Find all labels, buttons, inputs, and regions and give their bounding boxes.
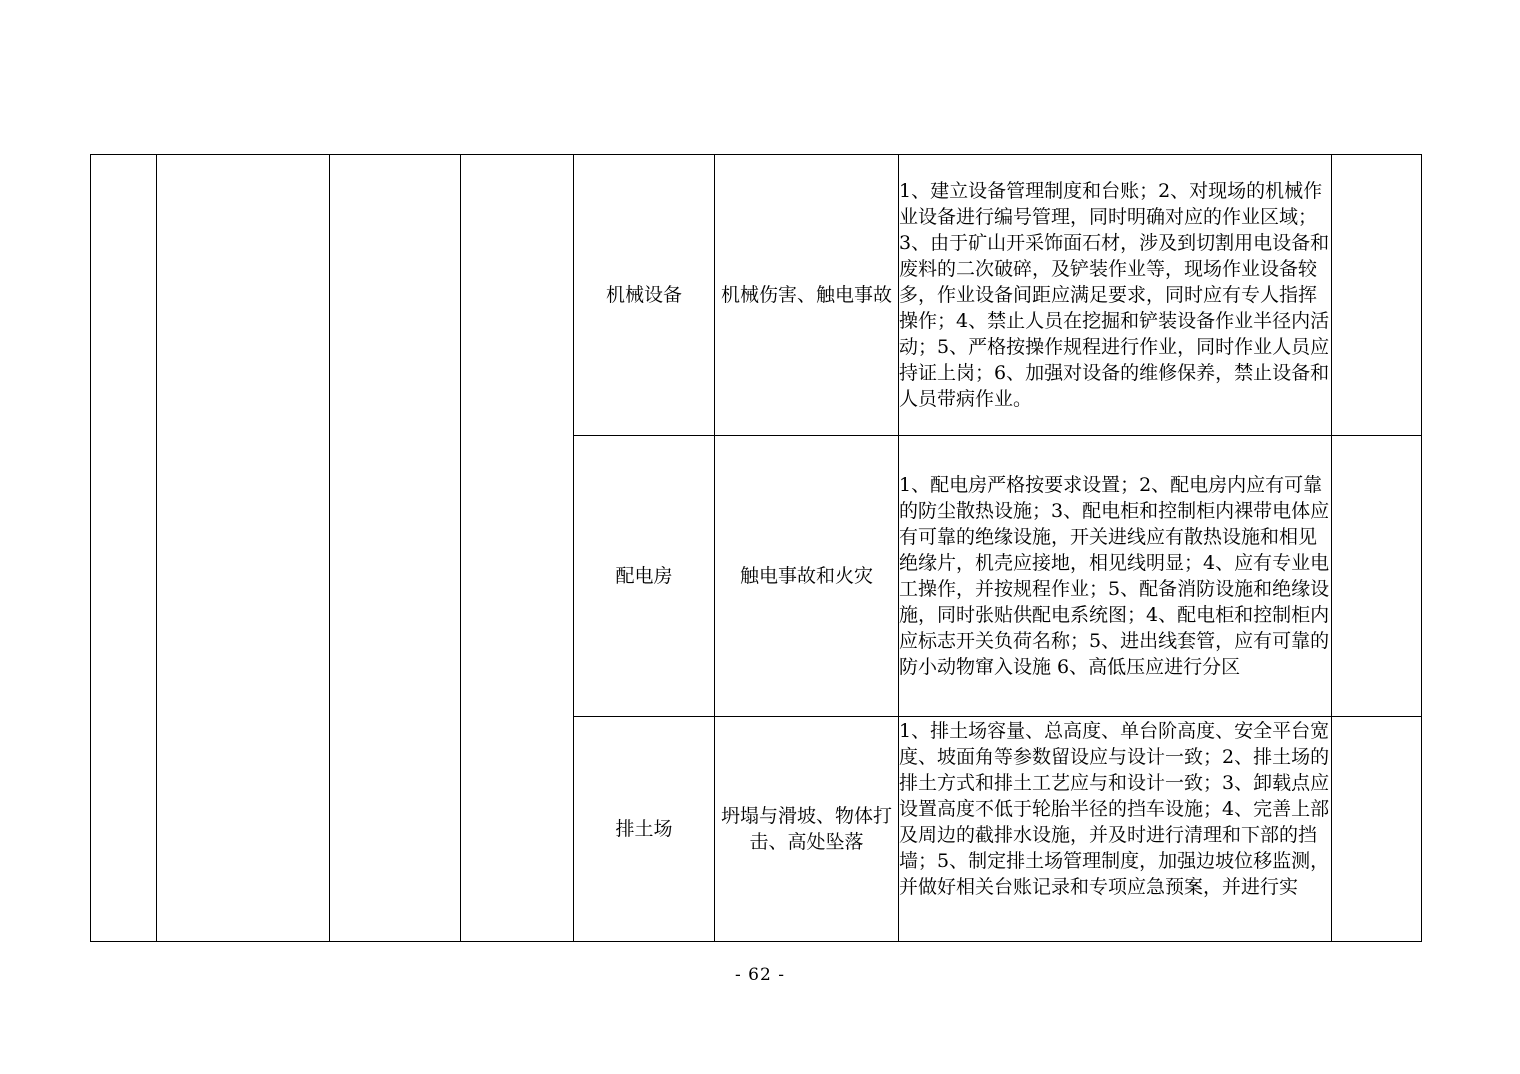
merged-cell-col3: [330, 155, 461, 942]
facility-cell: 配电房: [574, 436, 715, 717]
facility-cell: 机械设备: [574, 155, 715, 436]
measures-cell-wrapper: [899, 717, 1332, 942]
hazard-cell: 机械伤害、触电事故: [715, 155, 899, 436]
table-row: [91, 155, 1422, 436]
page-number: - 62 -: [735, 965, 785, 985]
measures-cell: 1、排土场容量、总高度、单台阶高度、安全平台宽度、坡面角等参数留设应与设计一致；2、排土场的排土方式和排土工艺应与和设计一致；3、卸载点应设置高度不低于轮胎半径的挡车设施；4、完善上部及周边的截排水设施，并及时进行清理和下部的挡墙；5、制定排土场管理制度，加强边坡位移监测，并做好相关台账记录和专项应急预案，并进行实: [899, 719, 1330, 898]
measures-cell: 1、建立设备管理制度和台账；2、对现场的机械作业设备进行编号管理，同时明确对应的作业区域；3、由于矿山开采饰面石材，涉及到切割用电设备和废料的二次破碎，及铲装作业等，现场作业设备较多，作业设备间距应满足要求，同时应有专人指挥操作；4、禁止人员在挖掘和铲装设备作业半径内活动；5、严格按操作规程进行作业，同时作业人员应持证上岗；6、加强对设备的维修保养，禁止设备和人员带病作业。: [899, 155, 1332, 436]
hazard-cell: 触电事故和火灾: [715, 436, 899, 717]
remark-cell: [1332, 155, 1422, 436]
remark-cell: [1332, 436, 1422, 717]
merged-cell-col2: [157, 155, 330, 942]
risk-control-table: [90, 154, 1422, 942]
remark-cell: [1332, 717, 1422, 942]
measures-cell: 1、配电房严格按要求设置；2、配电房内应有可靠的防尘散热设施；3、配电柜和控制柜内裸带电体应有可靠的绝缘设施，开关进线应有散热设施和相见绝缘片，机壳应接地，相见线明显；4、应有专业电工操作，并按规程作业；5、配备消防设施和绝缘设施，同时张贴供配电系统图；4、配电柜和控制柜内应标志开关负荷名称；5、进出线套管，应有可靠的防小动物窜入设施 6、高低压应进行分区: [899, 436, 1332, 717]
merged-cell-col1: [91, 155, 157, 942]
facility-cell: 排土场: [574, 717, 715, 942]
hazard-cell: 坍塌与滑坡、物体打击、高处坠落: [715, 717, 899, 942]
merged-cell-col4: [461, 155, 574, 942]
